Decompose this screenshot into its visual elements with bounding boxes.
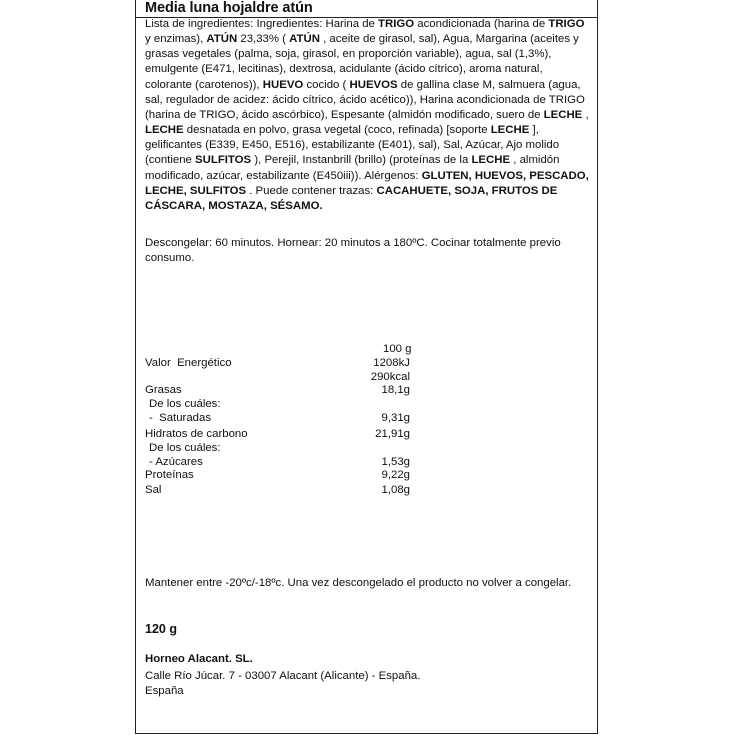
nutrient-value: 1,08g	[381, 484, 410, 496]
nutrient-label: Hidratos de carbono	[145, 428, 248, 440]
nutrient-label: Proteínas	[145, 469, 194, 481]
nutrient-label: Valor Energético	[145, 357, 232, 369]
ingredient-text: y enzimas),	[145, 33, 207, 46]
allergen-text: HUEVO	[262, 78, 304, 91]
nutrient-value: 1208kJ	[373, 357, 410, 369]
ingredient-text: . Puede contener trazas:	[246, 184, 377, 197]
product-title: Media luna hojaldre atún	[145, 0, 313, 16]
ingredient-text: , aceite de girasol, sal), Agua, Margarina (aceites y grasas vegetales (palma, soja, girasol, en proporción variable), agua, sal (1,3%), emulgente (E471, lecitinas), dextrosa, acidulante (ácido cítrico), aroma natural, colorante (carotenos)),	[145, 33, 579, 91]
ingredient-text: cocido (	[303, 78, 350, 91]
net-weight: 120 g	[145, 622, 177, 636]
allergen-text: LECHE	[490, 124, 530, 137]
company-name: Horneo Alacant. SL.	[145, 653, 253, 665]
address-line: Calle Río Júcar. 7 - 03007 Alacant (Alicante) - España.	[145, 670, 421, 682]
ingredient-text: de gallina clase M, salmuera (agua, sal, regulador de acidez: ácido cítrico, ácido acético)), Harina acondicionada de TRIGO (harina de TRIGO, ácido ascórbico), Espesante (almidón modificado, suero de	[145, 78, 585, 121]
ingredients-list	[145, 17, 590, 214]
company-address	[145, 669, 420, 699]
allergen-text: SULFITOS	[195, 154, 252, 167]
nutrient-label: Sal	[145, 484, 162, 496]
nutrient-value: 290kcal	[370, 371, 410, 383]
ingredient-text: ], gelificantes (E339, E450, E516), estabilizante (E401), sal), Sal, Azúcar, Ajo molido (contiene	[145, 124, 560, 167]
ingredient-text: desnatada en polvo, grasa vegetal (coco, refinada) [soporte	[183, 124, 491, 137]
ingredient-text: 23,33% (	[237, 33, 290, 46]
allergen-text: LECHE	[145, 124, 184, 137]
storage-instructions: Mantener entre -20ºc/-18ºc. Una vez descongelado el producto no volver a congelar.	[145, 577, 572, 589]
nutrient-value: 18,1g	[381, 384, 410, 396]
ingredient-text: , almidón modificado, azúcar, estabilizante (E450iii)). Alérgenos:	[145, 154, 560, 182]
allergen-text: TRIGO	[378, 18, 415, 30]
ingredient-text: acondicionada (harina de	[414, 18, 549, 30]
nutrient-value: 9,22g	[381, 469, 410, 481]
nutrient-label: - Azúcares	[149, 456, 203, 468]
nutrient-label: Grasas	[145, 384, 182, 396]
nutrition-header: 100 g	[383, 343, 412, 355]
allergen-text: HUEVOS	[349, 78, 398, 91]
allergen-text: GLUTEN, HUEVOS, PESCADO, LECHE, SULFITOS	[145, 169, 589, 197]
allergen-text: ATÚN	[206, 33, 238, 46]
ingredient-text: Lista de ingredientes: Ingredientes: Harina de	[145, 18, 379, 30]
allergen-text: LECHE	[543, 108, 583, 121]
allergen-text: TRIGO	[548, 18, 585, 30]
allergen-text: LECHE	[471, 154, 511, 167]
preparation-instructions: Descongelar: 60 minutos. Hornear: 20 minutos a 180ºC. Cocinar totalmente previo consumo.	[145, 237, 561, 264]
nutrient-value: 1,53g	[381, 456, 410, 468]
nutrient-label: - Saturadas	[149, 412, 212, 424]
nutrient-value: 9,31g	[381, 412, 410, 424]
nutrient-label: De los cuáles:	[149, 442, 221, 454]
allergen-text: CACAHUETE, SOJA, FRUTOS DE CÁSCARA, MOSTAZA, SÉSAMO.	[145, 184, 558, 212]
ingredient-text: ,	[582, 108, 589, 121]
allergen-text: ATÚN	[289, 33, 320, 46]
address-country: España	[145, 685, 184, 697]
nutrient-label: De los cuáles:	[149, 398, 221, 410]
nutrient-value: 21,91g	[375, 428, 410, 440]
ingredient-text: ), Perejil, Instanbrill (brillo) (proteínas de la	[251, 154, 472, 167]
